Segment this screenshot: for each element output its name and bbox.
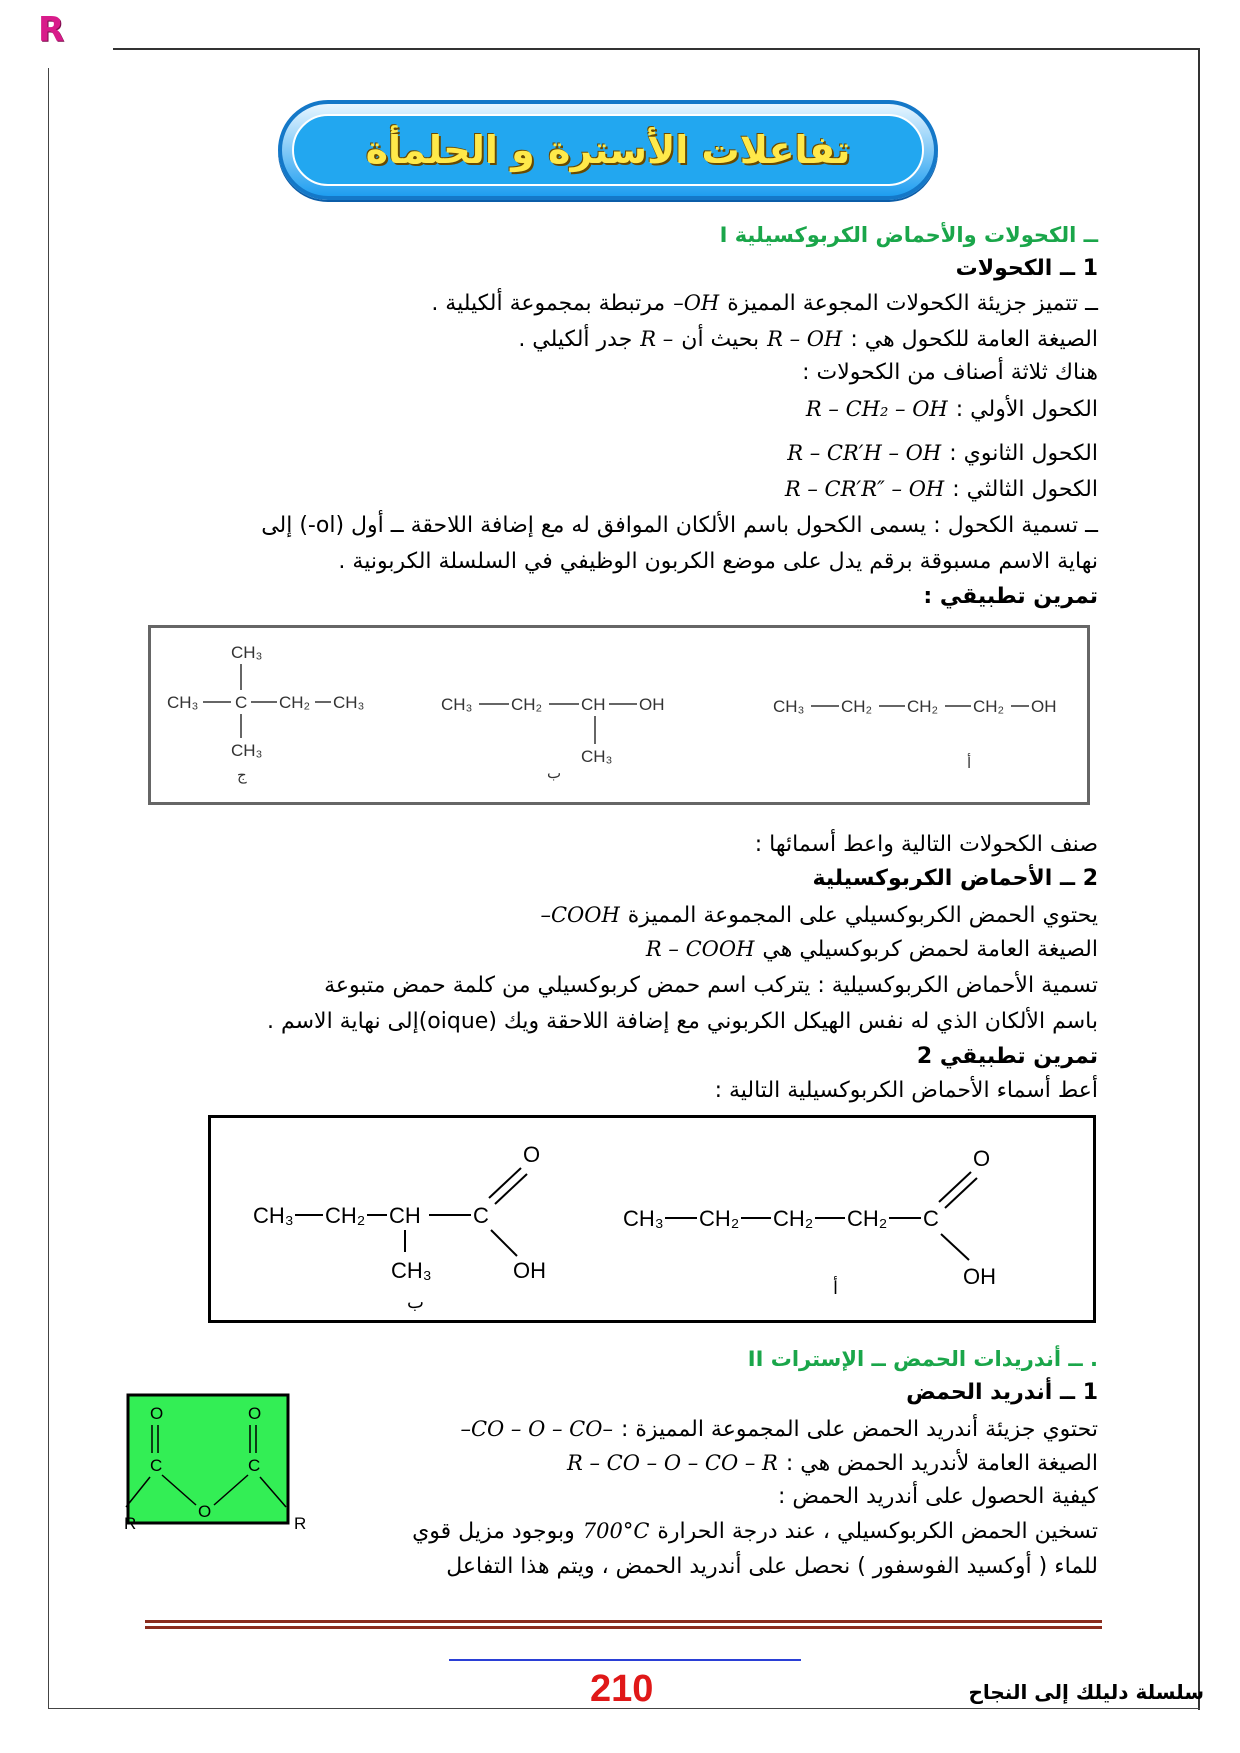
- mol-c-chain-1: C: [235, 693, 248, 712]
- mol-b-label: ب: [547, 765, 562, 782]
- acid-b-label: ب: [407, 1292, 424, 1312]
- exercise1-box: [148, 625, 1090, 805]
- carboxylic-line2: الصيغة العامة لحمض كربوكسيلي هيR – COOH: [645, 937, 1098, 962]
- mol-b-chain-3: OH: [639, 695, 665, 714]
- alcohols-line1: ــ تتميز جزيئة الكحولات المجوعة المميزة–OHمرتبطة بمجموعة ألكيلية .: [431, 291, 1098, 316]
- exercise2-instruction: أعط أسماء الأحماض الكربوكسيلية التالية :: [714, 1078, 1098, 1103]
- acid-molecule-b: [253, 1142, 546, 1312]
- secondary-alcohol-formula: R – CR′H – OH: [787, 441, 942, 465]
- acid-a-oh: OH: [963, 1264, 996, 1289]
- section2-heading: II ــ أندريدات الحمض ــ الإسترات .: [747, 1347, 1098, 1371]
- acid-b-chain-3: C: [473, 1203, 489, 1228]
- hydroxyl-formula: –OH: [673, 291, 720, 315]
- page-number: 210: [590, 1668, 654, 1710]
- footer-rule-2: [145, 1626, 1102, 1629]
- mol-b-chain-2: CH: [581, 695, 606, 714]
- anhydride-line2: الصيغة العامة لأندريد الحمض هي :R – CO – O – CO – R: [567, 1451, 1098, 1476]
- acid-b-chain-1: CH₂: [325, 1203, 366, 1228]
- alcohols-line3: هناك ثلاثة أصناف من الكحولات :: [802, 360, 1098, 385]
- anhydride-r2: R: [294, 1514, 307, 1533]
- carboxyl-formula: –COOH: [540, 903, 620, 927]
- mol-a-chain-1: CH₂: [841, 697, 873, 716]
- frame-right: [1198, 48, 1200, 1710]
- exercise1-instruction: صنف الكحولات التالية واعط أسمائها :: [754, 832, 1098, 857]
- acid-general-formula: R – COOH: [645, 937, 755, 961]
- acid-naming-paragraph: تسمية الأحماض الكربوكسيلية : يتركب اسم حمض كربوكسيلي من كلمة حمض متبوعة باسم الألكان الذي له نفس الهيكل الكربوني مع إضافة اللاحقة ويك (oique)إلى نهاية الاسم .: [266, 973, 1098, 1034]
- mol-b-chain-0: CH₃: [441, 695, 473, 714]
- mol-c-chain-2: CH₂: [279, 693, 311, 712]
- footer-blue-rule: [449, 1659, 801, 1661]
- acid-a-chain-2: CH₂: [773, 1206, 814, 1231]
- alkyl-formula: R –: [640, 327, 674, 351]
- anhydride-r1: R: [124, 1514, 137, 1533]
- anhydride-o1: O: [150, 1404, 164, 1423]
- mol-c-chain-3: CH₃: [333, 693, 365, 712]
- title-banner: [278, 100, 938, 200]
- alcohols-line2: الصيغة العامة للكحول هي :R – OHبحيث أنR –جدر ألكيلي .: [518, 327, 1098, 352]
- anhydride-line5: للماء ( أوكسيد الفوسفور ) نحصل على أندريد الحمض ، ويتم هذا التفاعل: [446, 1554, 1098, 1579]
- mol-c-bottom: CH₃: [231, 741, 263, 760]
- anhydride-c2: C: [248, 1456, 261, 1475]
- section1-heading: I ــ الكحولات والأحماض الكربوكسيلية: [719, 223, 1098, 247]
- secondary-alcohol-line: الكحول الثانوي :R – CR′H – OH: [787, 441, 1098, 466]
- anhydride-heading: 1 ــ أندريد الحمض: [906, 1380, 1098, 1405]
- page-title: تفاعلات الأسترة و الحلمأة: [365, 128, 851, 172]
- acid-molecule-a: [623, 1146, 996, 1298]
- anhydride-line1: تحتوي جزيئة أندريد الحمض على المجموعة المميزة :–CO – O – CO–: [460, 1417, 1098, 1442]
- mol-a-label: أ: [967, 755, 972, 772]
- molecule-a: [773, 697, 1057, 772]
- acid-a-o: O: [973, 1146, 991, 1171]
- acid-a-label: أ: [833, 1278, 839, 1298]
- acid-b-chain-0: CH₃: [253, 1203, 294, 1228]
- acid-b-chain-2: CH: [389, 1203, 421, 1228]
- mol-a-chain-2: CH₂: [907, 697, 939, 716]
- footer-rule-1: [145, 1620, 1102, 1623]
- mol-b-branch: CH₃: [581, 747, 613, 766]
- acid-b-oh: OH: [513, 1258, 546, 1283]
- exercise2-heading: تمرين تطبيقي 2: [916, 1044, 1098, 1069]
- tertiary-alcohol-line: الكحول الثالثي :R – CR′R″ – OH: [784, 477, 1098, 502]
- logo-letter: R: [38, 10, 65, 50]
- mol-a-chain-0: CH₃: [773, 697, 805, 716]
- anhydride-general-formula: R – CO – O – CO – R: [567, 1451, 778, 1475]
- primary-alcohol-line: الكحول الأولي :R – CH₂ – OH: [805, 397, 1098, 422]
- alcohol-general-formula: R – OH: [767, 327, 843, 351]
- mol-c-label: ج: [237, 767, 247, 784]
- mol-a-chain-4: OH: [1031, 697, 1057, 716]
- anhydride-group-formula: –CO – O – CO–: [460, 1417, 613, 1441]
- acid-a-chain-0: CH₃: [623, 1206, 664, 1231]
- anhydride-o2: O: [248, 1404, 262, 1423]
- carboxylic-heading: 2 ــ الأحماض الكربوكسيلية: [812, 866, 1098, 891]
- anhydride-line4: تسخين الحمض الكربوكسيلي ، عند درجة الحرارة700°Cوبوجود مزيل قوي: [412, 1519, 1098, 1544]
- mol-b-chain-1: CH₂: [511, 695, 543, 714]
- tertiary-alcohol-formula: R – CR′R″ – OH: [784, 477, 945, 501]
- temperature-formula: 700°C: [582, 1519, 650, 1543]
- acid-a-chain-3: CH₂: [847, 1206, 888, 1231]
- series-title: سلسلة دليلك إلى النجاح: [968, 1680, 1204, 1704]
- frame-left: [48, 68, 49, 1708]
- alcohol-naming-paragraph: ــ تسمية الكحول : يسمى الكحول باسم الألكان الموافق له مع إضافة اللاحقة ــ أول (ol-) إلى نهاية الاسم مسبوقة برقم يدل على موضع الكربون الوظيفي في السلسلة الكربونية .: [261, 513, 1098, 574]
- molecule-c: [167, 643, 364, 784]
- mol-c-chain-0: CH₃: [167, 693, 199, 712]
- acid-a-chain-4: C: [923, 1206, 939, 1231]
- mol-a-chain-3: CH₂: [973, 697, 1005, 716]
- alcohols-heading: 1 ــ الكحولات: [955, 256, 1098, 281]
- carboxylic-line1: يحتوي الحمض الكربوكسيلي على المجموعة المميزة–COOH: [540, 903, 1098, 928]
- exercise2-box: [208, 1115, 1096, 1323]
- anhydride-line3: كيفية الحصول على أندريد الحمض :: [777, 1484, 1098, 1509]
- acid-b-branch: CH₃: [391, 1258, 432, 1283]
- primary-alcohol-formula: R – CH₂ – OH: [805, 397, 948, 421]
- acid-a-chain-1: CH₂: [699, 1206, 740, 1231]
- anhydride-c1: C: [150, 1456, 163, 1475]
- anhydride-structure-figure: [124, 1395, 323, 1533]
- acid-b-o: O: [523, 1142, 541, 1167]
- top-rule: [113, 48, 1199, 50]
- anhydride-o-bridge: O: [198, 1502, 212, 1521]
- mol-c-top: CH₃: [231, 643, 263, 662]
- exercise1-heading: تمرين تطبيقي :: [923, 584, 1098, 609]
- molecule-b: [441, 695, 665, 782]
